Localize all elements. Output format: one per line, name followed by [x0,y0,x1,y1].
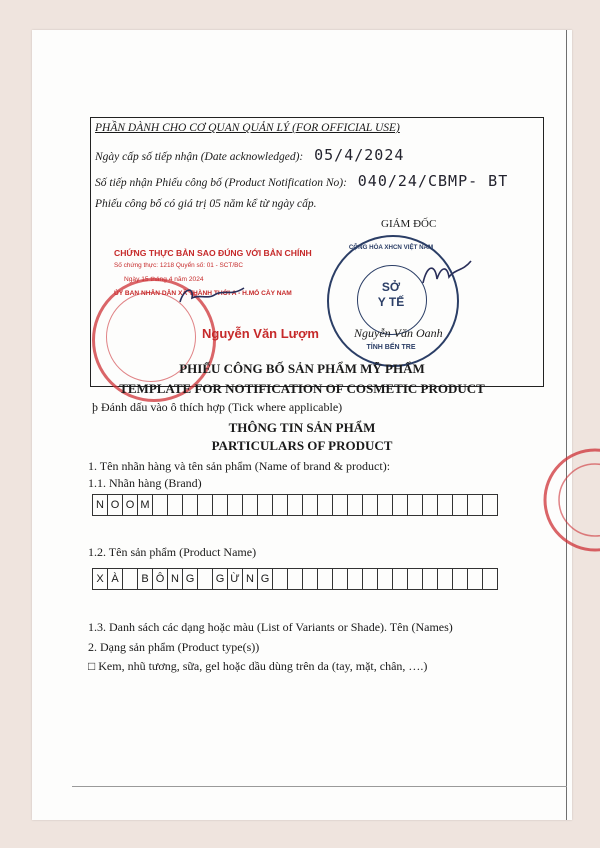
question-2-product-type: 2. Dạng sản phẩm (Product type(s)) [88,640,260,654]
director-title: GIÁM ĐỐC [381,218,437,230]
official-use-title: PHẦN DÀNH CHO CƠ QUAN QUẢN LÝ (FOR OFFICIAL USE) [95,122,400,134]
left-signature-mark [172,280,252,312]
letter-cell [182,494,198,516]
brand-letter-grid [92,494,497,514]
letter-cell: N [242,568,258,590]
letter-cell: B [137,568,153,590]
section-title-en: PARTICULARS OF PRODUCT [211,438,393,453]
letter-cell [257,494,273,516]
letter-cell [392,494,408,516]
letter-cell: G [212,568,228,590]
letter-cell [287,568,303,590]
letter-cell [242,494,258,516]
letter-cell [437,568,453,590]
question-1-3-variants: 1.3. Danh sách các dạng hoặc màu (List of Variants or Shade). Tên (Names) [88,620,453,634]
copy-stamp-line3: Ngày 15 tháng 4 năm 2024 [124,276,204,283]
letter-cell [227,494,243,516]
letter-cell [287,494,303,516]
letter-cell: G [257,568,273,590]
edge-red-seal-fragment [540,440,600,560]
notification-number-row [95,172,508,190]
letter-cell [332,494,348,516]
date-acknowledged-row [95,146,404,164]
right-signer-name: Nguyễn Văn Oanh [354,326,443,340]
letter-cell [347,494,363,516]
seal-top-text: CỘNG HÒA XHCN VIỆT NAM [348,244,434,251]
letter-cell: G [182,568,198,590]
letter-cell [407,494,423,516]
letter-cell [392,568,408,590]
letter-cell [317,494,333,516]
letter-cell [317,568,333,590]
letter-cell [482,494,498,516]
letter-cell: À [107,568,123,590]
letter-cell [437,494,453,516]
document-page [32,30,572,820]
letter-cell [197,568,213,590]
validity-note: Phiếu công bố có giá trị 05 năm kể từ ngày cấp. [95,198,317,210]
letter-cell [197,494,213,516]
letter-cell [167,494,183,516]
letter-cell [407,568,423,590]
letter-cell [122,568,138,590]
letter-cell [467,568,483,590]
seal-bottom-text: TỈNH BẾN TRE [366,344,416,351]
date-acknowledged-value: 05/4/2024 [314,146,405,164]
letter-cell [332,568,348,590]
notification-number-value: 040/24/CBMP- BT [357,172,509,190]
letter-cell [422,494,438,516]
letter-cell [272,568,288,590]
form-title-en: TEMPLATE FOR NOTIFICATION OF COSMETIC PRODUCT [119,381,485,396]
letter-cell [452,568,468,590]
product-name-letter-grid [92,568,497,588]
letter-cell [347,568,363,590]
tick-note: þ Đánh dấu vào ô thích hợp (Tick where applicable) [92,400,343,414]
letter-cell: Ô [152,568,168,590]
question-1-1-brand: 1.1. Nhãn hàng (Brand) [88,476,202,490]
letter-cell [422,568,438,590]
letter-cell: N [167,568,183,590]
letter-cell [377,494,393,516]
letter-cell [212,494,228,516]
letter-cell: N [92,494,108,516]
question-1: 1. Tên nhãn hàng và tên sản phẩm (Name of brand & product): [88,459,391,473]
left-signer-name: Nguyễn Văn Lượm [202,326,319,341]
letter-cell [482,568,498,590]
right-signature-mark [417,255,477,291]
letter-cell: Ừ [227,568,243,590]
letter-cell [152,494,168,516]
copy-stamp-line1: CHỨNG THỰC BẢN SAO ĐÚNG VỚI BẢN CHÍNH [114,248,312,258]
form-title-vi: PHIẾU CÔNG BỐ SẢN PHẨM MỸ PHẨM [179,361,425,376]
seal-center-text: SỞ Y TẾ [377,280,405,309]
letter-cell [467,494,483,516]
date-acknowledged-label: Ngày cấp số tiếp nhận (Date acknowledged): [95,151,304,163]
product-type-option-cream: □ Kem, nhũ tương, sữa, gel hoặc dầu dùng trên da (tay, mặt, chân, ….) [88,659,428,673]
letter-cell [302,494,318,516]
letter-cell: M [137,494,153,516]
letter-cell: O [107,494,123,516]
letter-cell [272,494,288,516]
letter-cell: O [122,494,138,516]
letter-cell [377,568,393,590]
letter-cell [362,494,378,516]
letter-cell [302,568,318,590]
bottom-rule [72,786,567,787]
copy-stamp-line2: Số chứng thực: 1218 Quyển số: 01 - SCT/BC [114,262,243,269]
letter-cell [362,568,378,590]
notification-number-label: Số tiếp nhận Phiếu công bố (Product Notification No): [95,177,347,189]
section-title-vi: THÔNG TIN SẢN PHẨM [228,420,376,435]
question-1-2-product-name: 1.2. Tên sản phẩm (Product Name) [88,545,257,559]
copy-stamp-line4: ỦY BAN NHÂN DÂN XÃ THÀNH THỚI A - H.MỎ CÀY NAM [114,290,292,297]
letter-cell [452,494,468,516]
letter-cell: X [92,568,108,590]
